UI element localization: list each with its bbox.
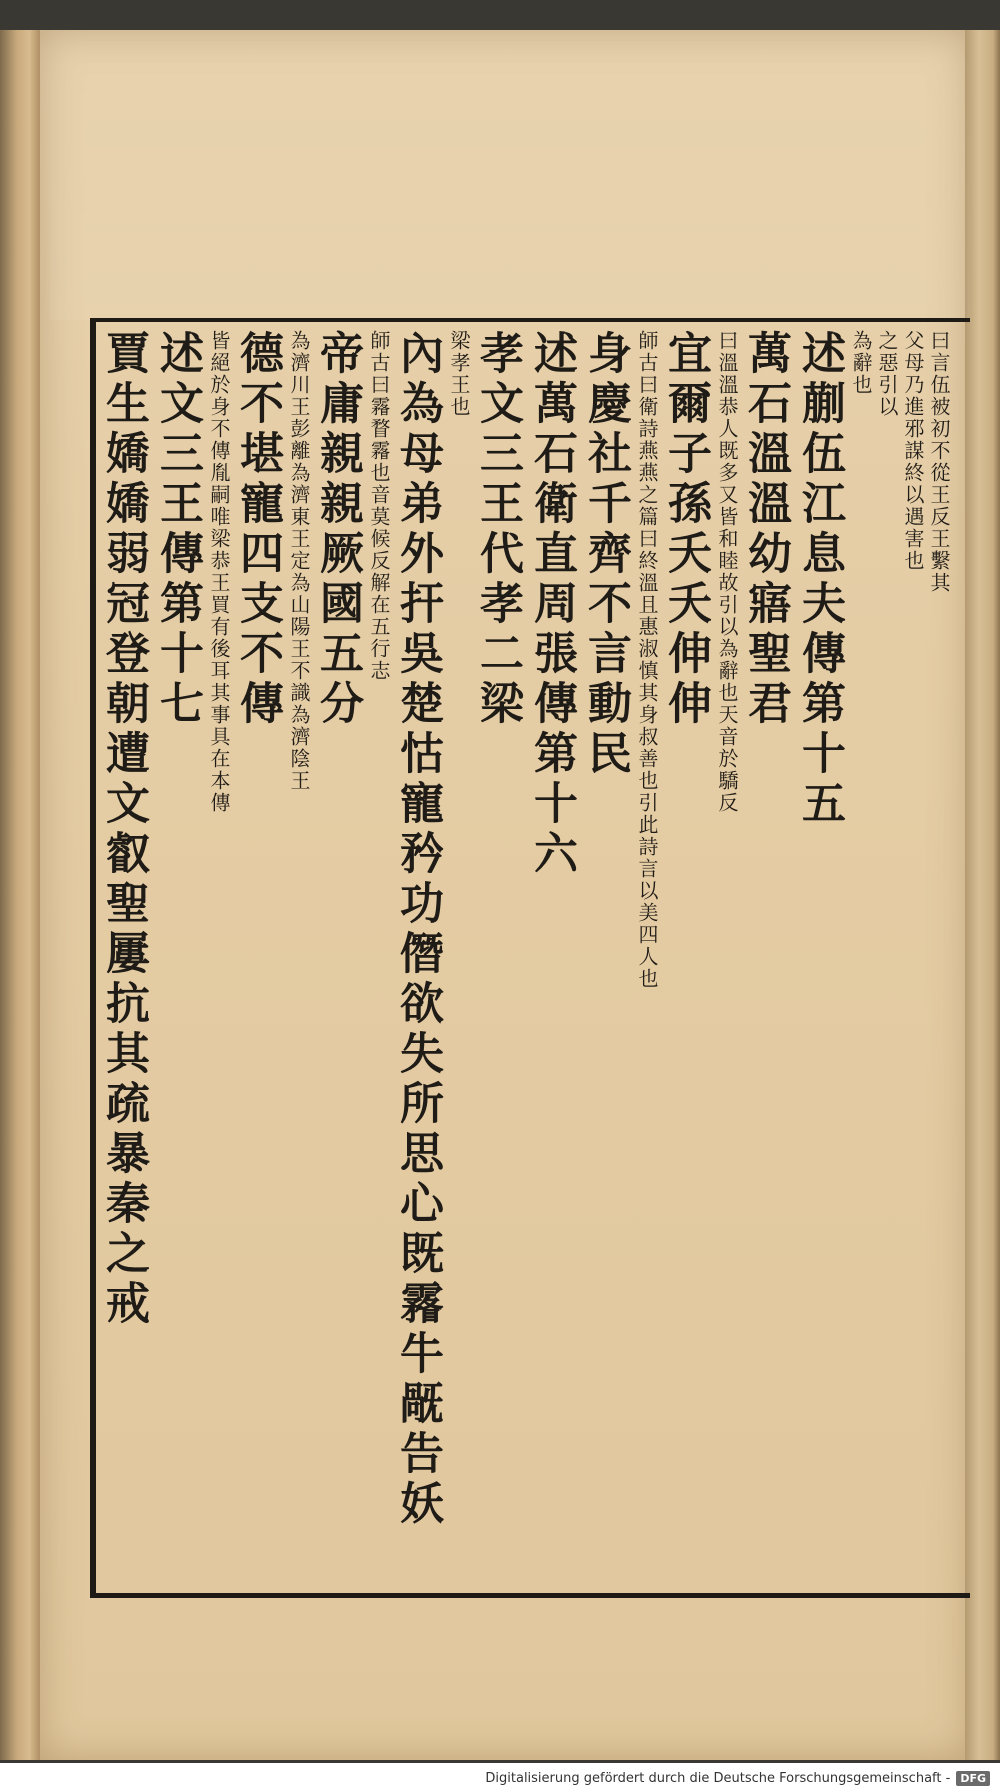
main-text-column: 賈生嬌嬌弱冠登朝遭文叡聖屢抗其疏暴秦之戒 [98, 330, 149, 1330]
commentary-column: 師古曰霿瞀霿也音莫候反解在五行志 [367, 330, 391, 682]
page-top-margin [50, 30, 970, 320]
commentary-column: 為辭也 [849, 330, 873, 396]
commentary-column: 之惡引以 [875, 330, 899, 418]
main-text-column: 帝庸親親厥國五分 [312, 330, 363, 730]
commentary-column: 曰溫溫恭人既多又皆和睦故引以為辭也天音於驕反 [715, 330, 739, 814]
footer-credit [485, 1771, 990, 1786]
main-text-column: 述萬石衛直周張傳第十六 [526, 330, 577, 880]
main-text-column: 萬石溫溫幼寤聖君 [740, 330, 791, 730]
dfg-logo: DFG [956, 1771, 990, 1786]
main-text-column: 德不堪寵四支不傳 [232, 330, 283, 730]
left-page-edge [0, 30, 42, 1760]
commentary-column: 皆絕於身不傳胤嗣唯梁恭王買有後耳其事具在本傳 [207, 330, 231, 814]
main-text-column: 述蒯伍江息夫傳第十五 [794, 330, 845, 830]
footer-bar [0, 1763, 1000, 1791]
commentary-column: 梁孝王也 [447, 330, 471, 418]
commentary-column: 曰言伍被初不從王反王繫其 [927, 330, 951, 594]
main-text-column: 內為母弟外扞吳楚怙寵矜功僭欲失所思心既霿牛旤告妖 [392, 330, 443, 1530]
main-text-column: 宜爾子孫夭夭伸伸 [660, 330, 711, 730]
commentary-column: 師古曰衛詩燕燕之篇曰終溫且惠淑慎其身叔善也引此詩言以美四人也 [635, 330, 659, 990]
commentary-column: 父母乃進邪謀終以遇害也 [901, 330, 925, 572]
main-text-column: 身慶社千齊不言動民 [580, 330, 631, 780]
footer-credit-text: Digitalisierung gefördert durch die Deutsche Forschungsgemeinschaft - [485, 1771, 951, 1786]
commentary-column: 為濟川王彭離為濟東王定為山陽王不識為濟陰王 [287, 330, 311, 792]
main-text-column: 述文三王傳第十七 [152, 330, 203, 730]
right-page-edge [965, 30, 1000, 1760]
main-text-column: 孝文三王代孝二梁 [472, 330, 523, 730]
